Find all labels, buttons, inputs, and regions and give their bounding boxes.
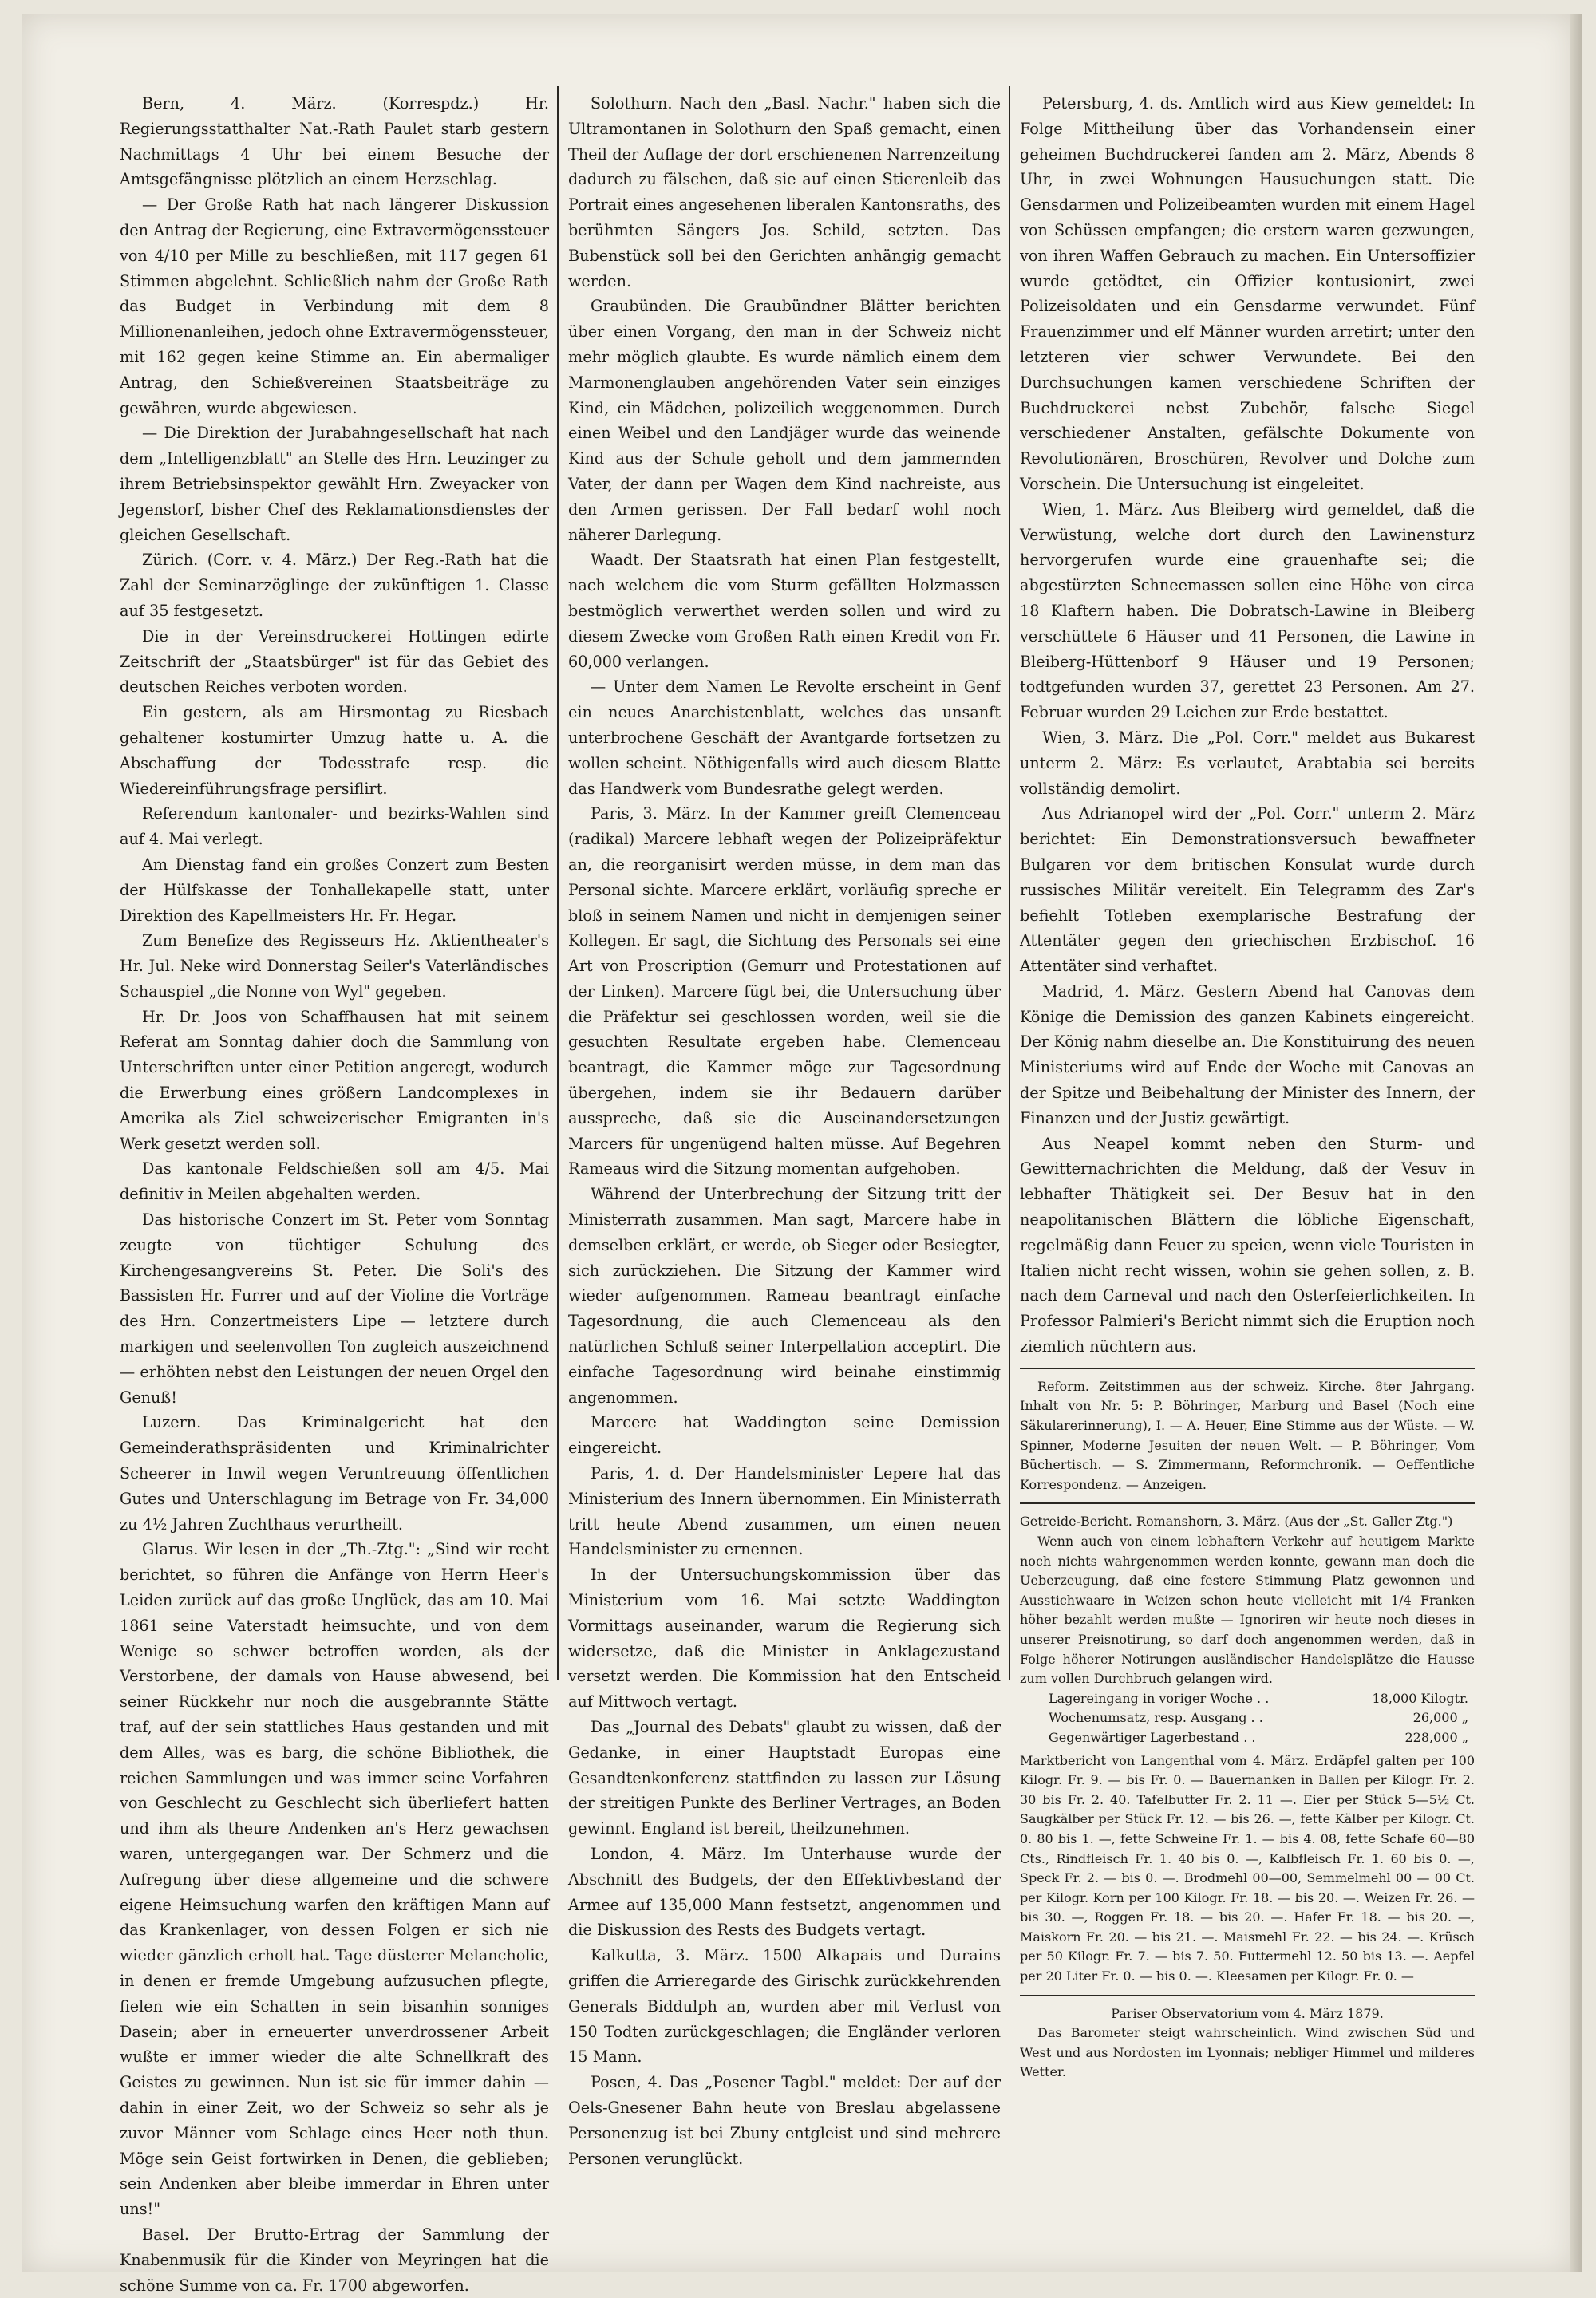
getreide-row-label: Wochenumsatz, resp. Ausgang . . <box>1049 1710 1263 1726</box>
getreide-row <box>1020 1708 1475 1728</box>
column-divider-right <box>1009 86 1010 1680</box>
article-paragraph: Das „Journal des Debats" glaubt zu wissen, daß der Gedanke, in einer Hauptstadt Europas eine Gesandtenkonferenz stattfinden zu lassen zur Lösung der streitigen Punkte des Berliner Vertrages, an Boden gewinnt. England ist bereit, theilzunehmen. <box>568 1718 1001 1838</box>
marktbericht <box>1020 1751 1475 1987</box>
separator-reform <box>1020 1368 1475 1369</box>
getreide-row-label: Lagereingang in voriger Woche . . <box>1049 1690 1270 1706</box>
getreide-body: Wenn auch von einem lebhaftern Verkehr auf heutigem Markte noch nichts wahrgenommen werden konnte, gewann man doch die Ueberzeugung, daß eine festere Stimmung Platz gewonnen und Ausstichwaare in Weizen schon heute vielleicht mit 1/4 Franken höher bezahlt werden mußte — Ignoriren wir heute noch dieses in unserer Preisnotirung, so darf doch angenommen werden, daß in Folge höherer Notirungen ausländischer Handelsplätze die Hausse zum vollen Durchbruch gelangen wird. <box>1020 1534 1475 1687</box>
column-right-articles <box>1020 91 1475 1360</box>
article-paragraph: Madrid, 4. März. Gestern Abend hat Canovas dem Könige die Demission des ganzen Kabinets eingereicht. Der König nahm dieselbe an. Die Konstituirung des neuen Ministeriums wird auf Ende der Woche mit Canovas an der Spitze und Beibehaltung der Minister des Innern, der Finanzen und der Justiz gewärtigt. <box>1020 981 1475 1127</box>
observatorium-body: Das Barometer steigt wahrscheinlich. Wind zwischen Süd und West und aus Nordosten im Lyonnais; nebliger Himmel und milderes Wetter. <box>1020 2025 1475 2080</box>
article-paragraph: — Der Große Rath hat nach längerer Diskussion den Antrag der Regierung, eine Extravermögenssteuer von 4/10 per Mille zu beschließen, mit 117 gegen 61 Stimmen abgelehnt. Schließlich nahm der Große Rath das Budget in Verbindung mit dem 8 Millionenanleihen, jedoch ohne Extravermögenssteuer, mit 162 gegen keine Stimme an. Ein abermaliger Antrag, den Schießvereinen Staatsbeiträge zu gewähren, wurde abgewiesen. <box>120 195 549 417</box>
article-paragraph: Marcere hat Waddington seine Demission eingereicht. <box>568 1413 1001 1458</box>
article-paragraph: Aus Adrianopel wird der „Pol. Corr." unterm 2. März berichtet: Ein Demonstrationsversuch bewaffneter Bulgaren vor dem britischen Konsulat wurde durch russisches Militär vereitelt. Ein Telegramm des Zar's befiehlt Totleben exemplarische Bestrafung der Attentäter gegen den griechischen Erzbischof. 16 Attentäter sind verhaftet. <box>1020 804 1475 976</box>
reform-text: Reform. Zeitstimmen aus der schweiz. Kirche. 8ter Jahrgang. Inhalt von Nr. 5: P. Böhringer, Marburg und Basel (Noch eine Säkularerinnerung), I. — A. Heuer, Eine Stimme aus der Wüste. — W. Spinner, Moderne Jesuiten der neuen Welt. — P. Böhringer, Vom Büchertisch. — S. Zimmermann, Reformchronik. — Oeffentliche Korrespondenz. — Anzeigen. <box>1020 1378 1475 1492</box>
article-paragraph: Petersburg, 4. ds. Amtlich wird aus Kiew gemeldet: In Folge Mittheilung über das Vorhandensein einer geheimen Buchdruckerei fanden am 2. März, Abends 8 Uhr, in zwei Wohnungen Hausuchungen statt. Die Gensdarmen und Polizeibeamten wurden mit einem Hagel von Schüssen empfangen; die erstern waren gezwungen, von ihren Waffen Gebrauch zu machen. Ein Untersoffizier wurde getödtet, ein Offizier kontusionirt, zwei Polizeisoldaten und ein Gensdarme verwundet. Fünf Frauenzimmer und elf Männer wurden arretirt; unter den letzteren vier schwer Verwundete. Bei den Durchsuchungen kamen verschiedene Schriften der Buchdruckerei nebst Zubehör, falsche Siegel verschiedener Anstalten, gefälschte Dokumente von Revolutionären, Broschüren, Revolver und Dolche zum Vorschein. Die Untersuchung ist eingeleitet. <box>1020 94 1475 493</box>
article-paragraph: Paris, 4. d. Der Handelsminister Lepere hat das Ministerium des Innern übernommen. Ein Ministerrath tritt heute Abend zusammen, um einen neuen Handelsminister zu ernennen. <box>568 1464 1001 1559</box>
getreide-row-value: 228,000 „ <box>1404 1729 1468 1745</box>
article-paragraph: Paris, 3. März. In der Kammer greift Clemenceau (radikal) Marcere lebhaft wegen der Polizeipräfektur an, die reorganisirt werden müsse, in dem man das Personal sichte. Marcere erklärt, vorläufig spreche er bloß in seinem Namen und nicht in demjenigen seiner Kollegen. Er sagt, die Sichtung des Personals sei eine Art von Proscription (Gemurr und Protestationen auf der Linken). Marcere fügt bei, die Untersuchung über die Präfektur sei geschlossen worden, weil sie die gesuchten Resultate ergeben habe. Clemenceau beantragt, die Kammer möge zur Tagesordnung übergehen, indem sie ihr Bedauern darüber ausspreche, daß sie die Auseinandersetzungen Marcers für ungenügend halten müsse. Auf Begehren Rameaus wird die Sitzung momentan aufgehoben. <box>568 804 1001 1179</box>
article-paragraph: — Unter dem Namen Le Revolte erscheint in Genf ein neues Anarchistenblatt, welches das unsanft unterbrochene Geschäft der Avantgarde fortsetzen zu wollen scheint. Nöthigenfalls wird auch diesem Blatte das Handwerk vom Bundesrathe gelegt werden. <box>568 677 1001 798</box>
article-paragraph: — Die Direktion der Jurabahngesellschaft hat nach dem „Intelligenzblatt" an Stelle des Hrn. Leuzinger zu ihrem Betriebsinspektor gewählt Hrn. Zweyacker von Jegenstorf, bisher Chef des Reklamationsdienstes der gleichen Gesellschaft. <box>120 424 549 544</box>
getreide-row-label: Gegenwärtiger Lagerbestand . . <box>1049 1729 1256 1745</box>
column-divider-left <box>557 86 559 1680</box>
article-paragraph: Solothurn. Nach den „Basl. Nachr." haben sich die Ultramontanen in Solothurn den Spaß gemacht, einen Theil der Auflage der dort erschienenen Narrenzeitung dadurch zu fälschen, daß sie auf einen Stierenleib das Portrait eines angesehenen liberalen Kantonsraths, des berühmten Sängers Jos. Schild, setzten. Das Bubenstück soll bei den Gerichten anhängig gemacht werden. <box>568 94 1001 290</box>
article-paragraph: Referendum kantonaler- und bezirks-Wahlen sind auf 4. Mai verlegt. <box>120 804 549 849</box>
marktbericht-text: Marktbericht von Langenthal vom 4. März. Erdäpfel galten per 100 Kilogr. Fr. 9. — bis Fr. 0. — Bauernanken in Ballen per Kilogr. Fr. 2. 30 bis Fr. 2. 40. Tafelbutter Fr. 2. 11 —. Eier per Stück 5—5½ Ct. Saugkälber per Stück Fr. 12. — bis 26. —, fette Kälber per Kilogr. Ct. 0. 80 bis 1. —, fette Schweine Fr. 1. — bis 4. 08, fette Schafe 60—80 Cts., Rindfleisch Fr. 1. 40 bis 0. —, Kalbfleisch Fr. 1. 60 bis 0. —, Speck Fr. 2. — bis 0. —. Brodmehl 00—00, Semmelmehl 00 — 00 Ct. per Kilogr. Korn per 100 Kilogr. Fr. 18. — bis 20. —. Weizen Fr. 26. — bis 30. —, Roggen Fr. 18. — bis 20. —. Hafer Fr. 18. — bis 20. —, Maiskorn Fr. 20. — bis 21. —. Maismehl Fr. 22. — bis 24. —. Krüsch per 50 Kilogr. Fr. 7. — bis 7. 50. Futtermehl 12. 50 bis 13. —. Aepfel per 20 Liter Fr. 0. — bis 0. —. Kleesamen per Kilogr. Fr. 0. — <box>1020 1752 1475 1984</box>
page-edge-shadow <box>1570 14 1582 2272</box>
column-middle <box>568 91 1001 2168</box>
article-paragraph: Am Dienstag fand ein großes Conzert zum Besten der Hülfskasse der Tonhallekapelle statt, unter Direktion des Kapellmeisters Hr. Fr. Hegar. <box>120 855 549 925</box>
reform-notice <box>1020 1377 1475 1495</box>
article-paragraph: Kalkutta, 3. März. 1500 Alkapais und Durains griffen die Arrieregarde des Girischk zurückkehrenden Generals Biddulph an, wurden aber mit Verlust von 150 Todten zurückgeschlagen; die Engländer verloren 15 Mann. <box>568 1946 1001 2067</box>
getreide-row <box>1020 1689 1475 1709</box>
article-paragraph: Graubünden. Die Graubündner Blätter berichten über einen Vorgang, den man in der Schweiz nicht mehr möglich glaubte. Es wurde nämlich einem dem Marmonenglauben angehörenden Vater sein einziges Kind, ein Mädchen, polizeilich weggenommen. Durch einen Weibel und den Landjäger wurde das weinende Kind aus der Schule geholt und dem jammernden Vater, der dann per Wagen dem Kind nachreiste, aus den Armen gerissen. Der Fall bedarf wohl noch näherer Darlegung. <box>568 297 1001 544</box>
article-paragraph: Wien, 3. März. Die „Pol. Corr." meldet aus Bukarest unterm 2. März: Es verlautet, Arabtabia sei bereits vollständig demolirt. <box>1020 728 1475 798</box>
getreide-row <box>1020 1728 1475 1748</box>
article-paragraph: Posen, 4. Das „Posener Tagbl." meldet: Der auf der Oels-Gnesener Bahn heute von Breslau abgelassene Personenzug ist bei Zbuny entgleist und sind mehrere Personen verunglückt. <box>568 2073 1001 2168</box>
article-paragraph: Während der Unterbrechung der Sitzung tritt der Ministerrath zusammen. Man sagt, Marcere habe in demselben erklärt, er werde, ob Sieger oder Besiegter, sich zurückziehen. Die Sitzung der Kammer wird wieder aufgenommen. Rameau beantragt einfache Tagesordnung, die auch Clemenceau als den natürlichen Schluß seiner Interpellation acceptirt. Die einfache Tagesordnung wird beinahe einstimmig angenommen. <box>568 1185 1001 1407</box>
getreide-row-value: 18,000 Kilogtr. <box>1372 1690 1468 1706</box>
article-paragraph: Wien, 1. März. Aus Bleiberg wird gemeldet, daß die Verwüstung, welche dort durch den Lawinensturz hervorgerufen wurde eine grauenhafte sei; die abgestürzten Schneemassen sollen eine Höhe von circa 18 Klaftern haben. Die Dobratsch-Lawine in Bleiberg verschüttete 6 Häuser und 41 Personen, die Lawine in Bleiberg-Hüttenborf 9 Häuser und 19 Personen; todtgefunden wurden 37, gerettet 23 Personen. Am 27. Februar wurden 29 Leichen zur Erde bestattet. <box>1020 499 1475 722</box>
column-right <box>1020 91 1475 2080</box>
observatorium <box>1020 2004 1475 2083</box>
getreide-heading: Getreide-Bericht. Romanshorn, 3. März. (Aus der „St. Galler Ztg.") <box>1020 1514 1453 1530</box>
article-paragraph: Zum Benefize des Regisseurs Hz. Aktientheater's Hr. Jul. Neke wird Donnerstag Seiler's Vaterländisches Schauspiel „die Nonne von Wyl" gegeben. <box>120 931 549 1001</box>
article-paragraph: Das kantonale Feldschießen soll am 4/5. Mai definitiv in Meilen abgehalten werden. <box>120 1159 549 1204</box>
separator-getreide <box>1020 1502 1475 1504</box>
article-paragraph: Luzern. Das Kriminalgericht hat den Gemeinderathspräsidenten und Kriminalrichter Scheerer in Inwil wegen Veruntreuung öffentlichen Gutes und Unterschlagung im Betrage von Fr. 34,000 zu 4½ Jahren Zuchthaus verurtheilt. <box>120 1413 549 1534</box>
article-paragraph: Basel. Der Brutto-Ertrag der Sammlung der Knabenmusik für die Kinder von Meyringen hat die schöne Summe von ca. Fr. 1700 abgeworfen. <box>120 2225 549 2295</box>
newspaper-page <box>22 14 1574 2295</box>
column-left <box>120 91 549 2295</box>
article-paragraph: Bern, 4. März. (Korrespdz.) Hr. Regierungsstatthalter Nat.-Rath Paulet starb gestern Nachmittags 4 Uhr bei einem Besuche der Amtsgefängnisse plötzlich an einem Herzschlag. <box>120 94 549 189</box>
getreide-row-value: 26,000 „ <box>1412 1710 1468 1726</box>
article-paragraph: In der Untersuchungskommission über das Ministerium vom 16. Mai setzte Waddington Vormittags auseinander, warum die Regierung sich widersetze, daß die Minister in Anklagezustand versetzt werden. Die Kommission hat den Entscheid auf Mittwoch vertagt. <box>568 1566 1001 1712</box>
article-paragraph: Das historische Conzert im St. Peter vom Sonntag zeugte von tüchtiger Schulung des Kirchengesangvereins St. Peter. Die Soli's des Bassisten Hr. Furrer und auf der Violine die Vorträge des Hrn. Conzertmeisters Lipe — letztere durch markigen und seelenvollen Ton zugleich auszeichnend — erhöhten nebst den Leistungen der neuen Orgel den Genuß! <box>120 1210 549 1407</box>
article-paragraph: Die in der Vereinsdruckerei Hottingen edirte Zeitschrift der „Staatsbürger" ist für das Gebiet des deutschen Reiches verboten worden. <box>120 626 549 697</box>
article-paragraph: Aus Neapel kommt neben den Sturm- und Gewitternachrichten die Meldung, daß der Vesuv in lebhafter Thätigkeit sei. Der Besuv hat in den neapolitanischen Blättern die löbliche Eigenschaft, regelmäßig dann Feuer zu speien, wenn viele Touristen in Italien nicht recht wissen, wohin sie gehen sollen, z. B. nach dem Carneval und nach den Osterfeierlichkeiten. In Professor Palmieri's Bericht nimmt sich die Eruption noch ziemlich nüchtern aus. <box>1020 1134 1475 1356</box>
article-paragraph: Zürich. (Corr. v. 4. März.) Der Reg.-Rath hat die Zahl der Seminarzöglinge der zukünftigen 1. Classe auf 35 festgesetzt. <box>120 551 549 620</box>
article-paragraph: Waadt. Der Staatsrath hat einen Plan festgestellt, nach welchem die vom Sturm gefällten Holzmassen bestmöglich verwerthet werden sollen und wird zu diesem Zwecke vom Großen Rath einen Kredit von Fr. 60,000 verlangen. <box>568 551 1001 671</box>
article-paragraph: London, 4. März. Im Unterhause wurde der Abschnitt des Budgets, der den Effektivbestand der Armee auf 135,000 Mann festsetzt, angenommen und die Diskussion des Rests des Budgets vertagt. <box>568 1844 1001 1940</box>
separator-observatorium <box>1020 1995 1475 1996</box>
getreide-bericht <box>1020 1512 1475 1747</box>
article-paragraph: Ein gestern, als am Hirsmontag zu Riesbach gehaltener kostumirter Umzug hatte u. A. die Abschaffung der Todesstrafe resp. die Wiedereinführungsfrage persiflirt. <box>120 703 549 798</box>
article-paragraph: Hr. Dr. Joos von Schaffhausen hat mit seinem Referat am Sonntag dahier doch die Sammlung von Unterschriften unter einer Petition angeregt, wodurch die Erwerbung eines größern Landcomplexes in Amerika als Ziel schweizerischer Emigranten in's Werk gesetzt werden soll. <box>120 1007 549 1153</box>
observatorium-heading: Pariser Observatorium vom 4. März 1879. <box>1111 2005 1384 2021</box>
article-paragraph: Glarus. Wir lesen in der „Th.-Ztg.": „Sind wir recht berichtet, so führen die Anfänge von Herrn Heer's Leiden zurück auf das große Unglück, das am 10. Mai 1861 seine Vaterstadt heimsuchte, und von dem Wenige so schwer betroffen worden, als der Verstorbene, der damals von Hause abwesend, bei seiner Rückkehr nur noch die ausgebrannte Stätte traf, auf der sein stattliches Haus gestanden und mit dem Alles, was es barg, die schöne Bibliothek, die reichen Sammlungen und was immer seine Vorfahren von Geschlecht zu Geschlecht sich überliefert hatten und ihm als theure Andenken an's Herz gewachsen waren, untergegangen war. Der Schmerz und die Aufregung über diese allgemeine und die schwere eigene Heimsuchung warfen den kräftigen Mann auf das Krankenlager, von dessen Folgen er sich nie wieder gänzlich erholt hat. Tage düsterer Melancholie, in denen er fremde Umgebung aufzusuchen pflegte, fielen wie ein Schatten in sein bisanhin sonniges Dasein; aber in erneuerter unverdrossener Arbeit wußte er immer wieder die alte Schnellkraft des Geistes zu gewinnen. Nun ist sie für immer dahin — dahin in einer Zeit, wo der Schweiz so sehr als je zuvor Männer vom Schlage eines Heer noth thun. Möge sein Geist fortwirken in Denen, die geblieben; sein Andenken aber bleibe immerdar in Ehren unter uns!" <box>120 1540 549 2219</box>
